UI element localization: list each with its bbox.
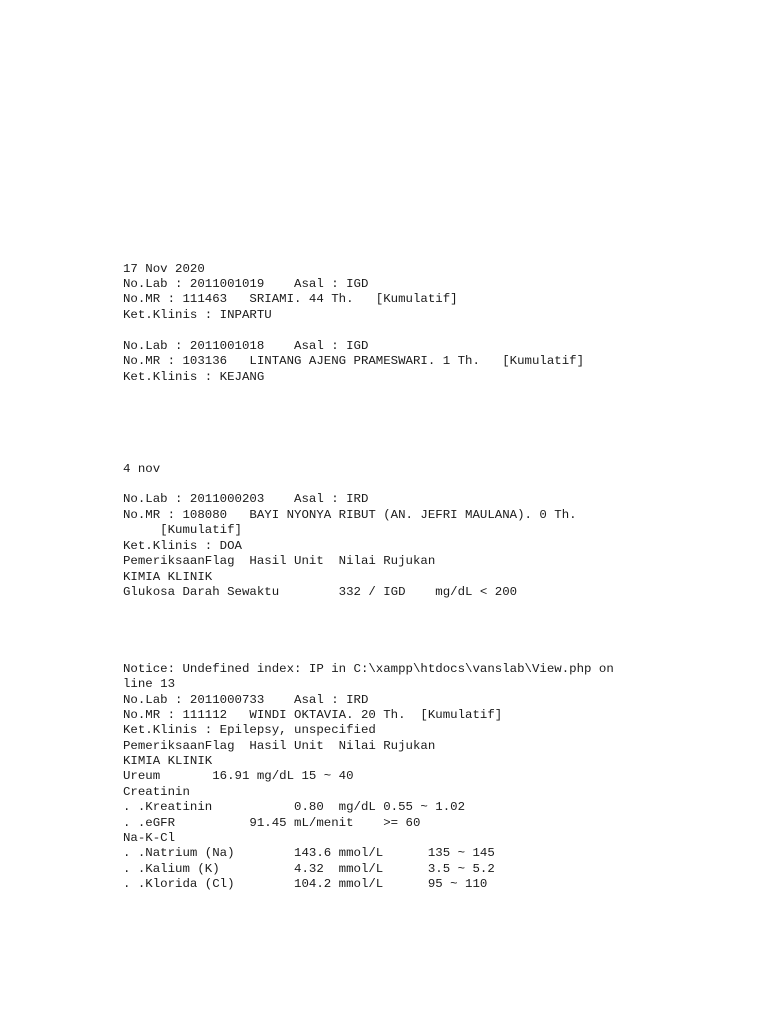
medical-record-line: No.MR : 108080 BAYI NYONYA RIBUT (AN. JEFRI MAULANA). 0 Th. <box>123 508 577 522</box>
result-row: . .Kreatinin 0.80 mg/dL 0.55 ~ 1.02 <box>123 800 466 814</box>
result-table-header: PemeriksaanFlag Hasil Unit Nilai Rujukan <box>123 554 436 568</box>
medical-record-line: No.MR : 111112 WINDI OKTAVIA. 20 Th. [Kumulatif] <box>123 708 503 722</box>
medical-record-continuation: [Kumulatif] <box>123 523 242 537</box>
test-group-label: KIMIA KLINIK <box>123 570 213 584</box>
test-subgroup-label: Creatinin <box>123 785 190 799</box>
medical-record-line: No.MR : 111463 SRIAMI. 44 Th. [Kumulatif] <box>123 292 458 306</box>
clinical-note-line: Ket.Klinis : KEJANG <box>123 370 265 384</box>
result-row: Ureum 16.91 mg/dL 15 ~ 40 <box>123 769 354 783</box>
medical-record-line: No.MR : 103136 LINTANG AJENG PRAMESWARI. 1 Th. [Kumulatif] <box>123 354 585 368</box>
php-notice-line: line 13 <box>123 677 176 691</box>
result-row: . .Kalium (K) 4.32 mmol/L 3.5 ~ 5.2 <box>123 862 495 876</box>
clinical-note-line: Ket.Klinis : INPARTU <box>123 308 272 322</box>
section-date: 4 nov <box>123 462 161 476</box>
section-date: 17 Nov 2020 <box>123 262 205 276</box>
result-row: . .Klorida (Cl) 104.2 mmol/L 95 ~ 110 <box>123 877 488 891</box>
php-notice-line: Notice: Undefined index: IP in C:\xampp\htdocs\vanslab\View.php on <box>123 662 614 676</box>
clinical-note-line: Ket.Klinis : Epilepsy, unspecified <box>123 723 376 737</box>
clinical-note-line: Ket.Klinis : DOA <box>123 539 242 553</box>
result-row: . .Natrium (Na) 143.6 mmol/L 135 ~ 145 <box>123 846 495 860</box>
test-subgroup-label: Na-K-Cl <box>123 831 176 845</box>
result-row: . .eGFR 91.45 mL/menit >= 60 <box>123 816 421 830</box>
lab-number-line: No.Lab : 2011000203 Asal : IRD <box>123 492 369 506</box>
lab-number-line: No.Lab : 2011001019 Asal : IGD <box>123 277 369 291</box>
result-row: Glukosa Darah Sewaktu 332 / IGD mg/dL < 200 <box>123 585 518 599</box>
result-table-header: PemeriksaanFlag Hasil Unit Nilai Rujukan <box>123 739 436 753</box>
lab-number-line: No.Lab : 2011001018 Asal : IGD <box>123 339 369 353</box>
lab-number-line: No.Lab : 2011000733 Asal : IRD <box>123 693 369 707</box>
test-group-label: KIMIA KLINIK <box>123 754 213 768</box>
